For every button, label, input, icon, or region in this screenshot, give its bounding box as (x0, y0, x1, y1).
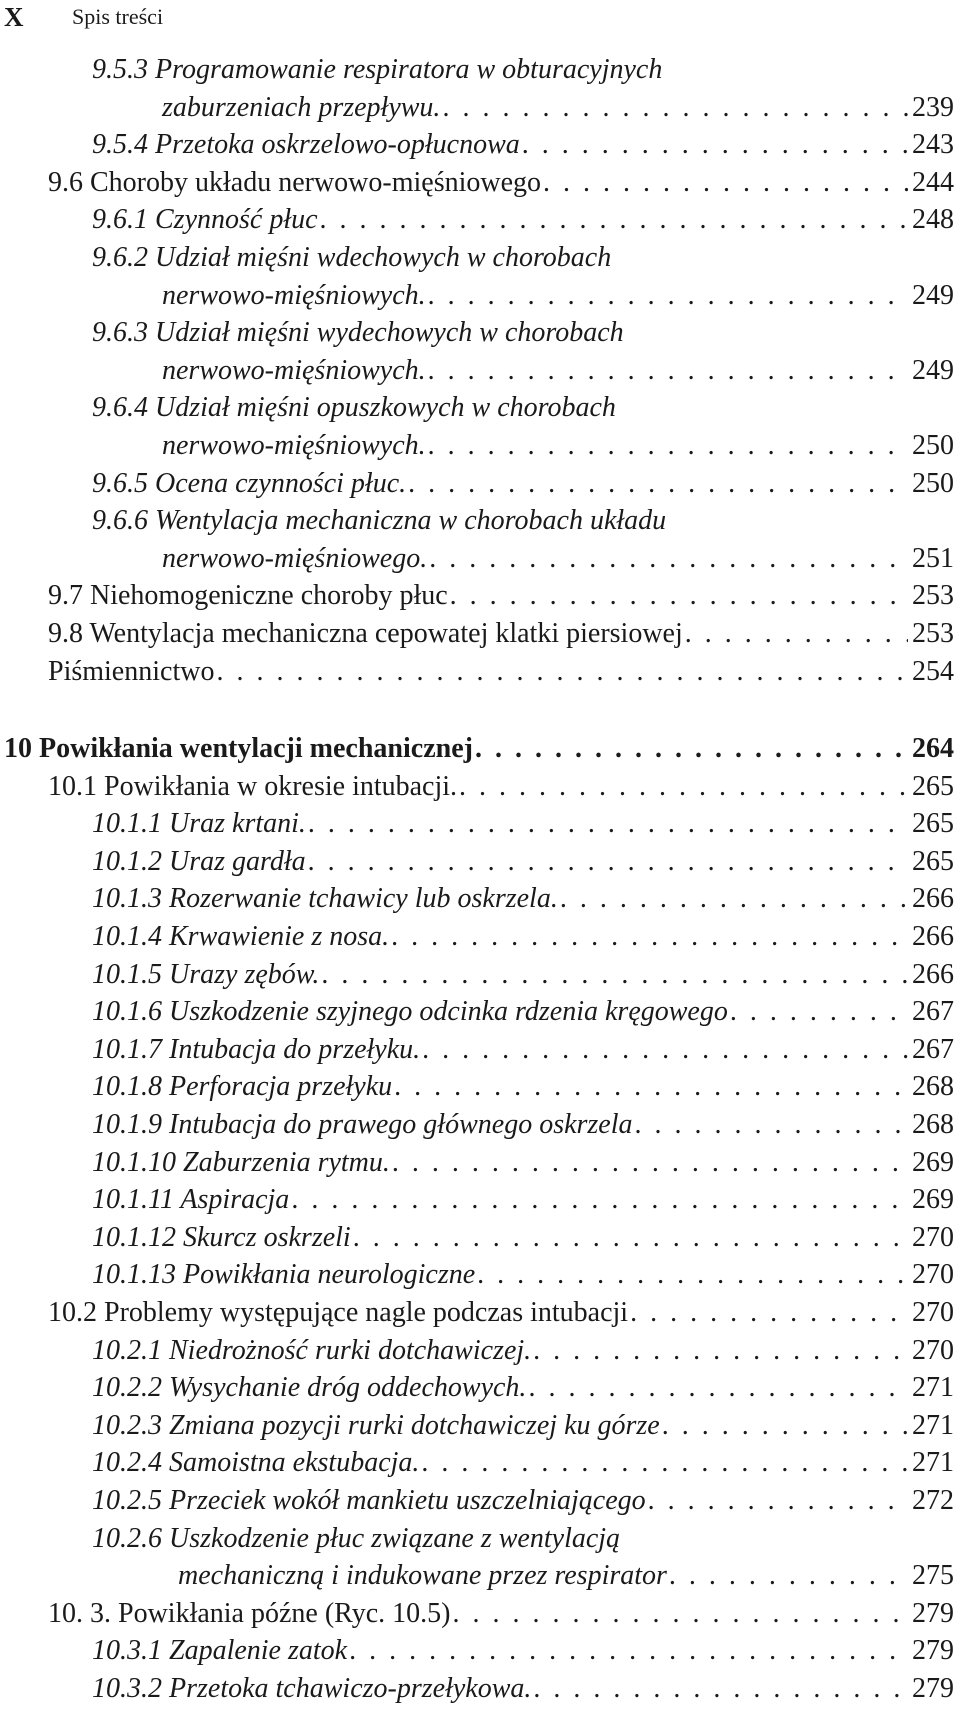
toc-page-number: 239 (912, 91, 954, 123)
dot-leader (522, 129, 908, 161)
toc-entry-line (0, 280, 960, 318)
dot-leader (533, 1673, 908, 1705)
toc-entry (0, 808, 960, 846)
toc-entry-line-wrapped (0, 242, 960, 280)
toc-page-number: 270 (912, 1334, 954, 1366)
toc-entry-line (0, 543, 960, 581)
toc-entry (0, 1109, 960, 1147)
toc-entry-line (0, 656, 960, 694)
toc-entry-line (0, 430, 960, 468)
toc-page-number: 271 (912, 1447, 954, 1479)
toc-entry (0, 1485, 960, 1523)
toc-entry-line (0, 468, 960, 506)
toc-entry-line (0, 1485, 960, 1523)
toc-entry-title: nerwowo-mięśniowych. (162, 279, 426, 311)
toc-page-number: 265 (912, 770, 954, 802)
dot-leader (216, 656, 908, 688)
toc-entry-line (0, 92, 960, 130)
toc-entry-title: 9.5.3 Programowanie respiratora w obturacyjnych (92, 54, 663, 85)
toc-entry-line (0, 1034, 960, 1072)
page-number: X (4, 2, 24, 32)
toc-entry-line (0, 1673, 960, 1711)
toc-entry (0, 317, 960, 392)
dot-leader (452, 1598, 908, 1630)
toc-entry-line (0, 1560, 960, 1598)
toc-entry-line (0, 204, 960, 242)
toc-page-number: 253 (912, 580, 954, 612)
toc-entry (0, 204, 960, 242)
dot-leader (408, 468, 908, 500)
toc-entry (0, 54, 960, 129)
toc-entry-title: 9.6.6 Wentylacja mechaniczna w chorobach układu (92, 505, 667, 537)
toc-page-number: 271 (912, 1372, 954, 1404)
toc-entry-line (0, 1372, 960, 1410)
toc-entry-line (0, 1109, 960, 1147)
toc-entry-line (0, 959, 960, 997)
toc-entry-title: 10.1.9 Intubacja do prawego głównego oskrzela (92, 1109, 633, 1141)
dot-leader (630, 1297, 908, 1329)
toc-entry-title: 10.1.8 Perforacja przełyku (92, 1071, 393, 1103)
toc-entry-title: 9.7 Niehomogeniczne choroby płuc (48, 580, 448, 612)
dot-leader (422, 1034, 908, 1066)
dot-leader (533, 1335, 908, 1367)
dot-leader (308, 846, 908, 878)
dot-leader (730, 996, 908, 1028)
toc-entry-line (0, 883, 960, 921)
toc-page-number: 243 (912, 129, 954, 161)
toc-entry (0, 1335, 960, 1373)
page-header (0, 0, 960, 40)
toc-entry-line-wrapped (0, 317, 960, 355)
toc-page-number: 272 (912, 1484, 954, 1516)
toc-entry-line (0, 1335, 960, 1373)
toc-entry-title: Piśmiennictwo (48, 655, 215, 687)
dot-leader (429, 543, 908, 575)
toc-entry-title: zaburzeniach przepływu. (162, 91, 441, 123)
toc-entry (0, 505, 960, 580)
toc-page-number: 268 (912, 1109, 954, 1141)
toc-entry-title: 10.1.7 Intubacja do przełyku. (92, 1033, 421, 1065)
dot-leader (392, 1147, 908, 1179)
toc-page-number: 267 (912, 996, 954, 1028)
dot-leader (560, 883, 908, 915)
toc-entry-title: 10.1.11 Aspiracja (92, 1184, 290, 1216)
toc-entry (0, 846, 960, 884)
toc-entry-title: 10.1.12 Skurcz oskrzeli (92, 1221, 351, 1253)
toc-entry-title: 10.3.1 Zapalenie zatok (92, 1635, 348, 1667)
toc-page-number: 248 (912, 204, 954, 236)
toc-entry (0, 1410, 960, 1448)
section-gap (0, 693, 960, 733)
toc-entry-line (0, 1410, 960, 1448)
toc-entry (0, 1598, 960, 1636)
toc-entry-title: 10.1.2 Uraz gardła (92, 845, 306, 877)
toc-entry-line (0, 580, 960, 618)
toc-entry-title: nerwowo-mięśniowego. (162, 542, 428, 574)
toc-entry-line (0, 355, 960, 393)
toc-entry (0, 733, 960, 771)
toc-entry-title: 9.6.4 Udział mięśni opuszkowych w chorobach (92, 392, 616, 424)
toc-page-number: 270 (912, 1259, 954, 1291)
toc-entry-line (0, 1598, 960, 1636)
toc-page-number: 251 (912, 542, 954, 574)
toc-entry-title: 10.2.5 Przeciek wokół mankietu uszczelniającego (92, 1484, 646, 1516)
toc-entry (0, 618, 960, 656)
dot-leader (648, 1485, 908, 1517)
dot-leader (528, 1372, 908, 1404)
dot-leader (428, 355, 908, 387)
dot-leader (308, 808, 908, 840)
toc-entry (0, 771, 960, 809)
toc-entry-title: 9.6.3 Udział mięśni wydechowych w chorobach (92, 317, 624, 349)
toc-entry-title: 10.1.6 Uszkodzenie szyjnego odcinka rdzenia kręgowego (92, 996, 728, 1028)
toc-entry-line (0, 1222, 960, 1260)
toc-entry-line-wrapped (0, 1523, 960, 1561)
toc-entry-line (0, 996, 960, 1034)
toc-page-number: 271 (912, 1409, 954, 1441)
toc-entry-title: 10.2.1 Niedrożność rurki dotchawiczej. (92, 1334, 532, 1366)
toc-entry-line (0, 1071, 960, 1109)
toc-entry-title: 10.2 Problemy występujące nagle podczas intubacji (48, 1297, 629, 1328)
toc-page-number: 266 (912, 921, 954, 953)
dot-leader (543, 167, 908, 199)
toc-entry-title: 9.6.1 Czynność płuc (92, 204, 318, 236)
toc-entry (0, 392, 960, 467)
toc-entry-title: nerwowo-mięśniowych. (162, 429, 426, 461)
toc-page-number: 279 (912, 1597, 954, 1629)
toc-entry-title: 10.1.13 Powikłania neurologiczne (92, 1259, 476, 1291)
toc-entry-line (0, 1635, 960, 1673)
toc-entry (0, 883, 960, 921)
toc-entry (0, 1184, 960, 1222)
toc-page-number: 267 (912, 1033, 954, 1065)
toc-page-number: 253 (912, 617, 954, 649)
toc-entry-line (0, 1259, 960, 1297)
toc-entry-title: 10.1.4 Krwawienie z nosa. (92, 921, 390, 953)
toc-entry (0, 1222, 960, 1260)
running-head: Spis treści (72, 4, 164, 29)
toc-entry-title: 10.2.6 Uszkodzenie płuc związane z wentylacją (92, 1522, 621, 1554)
toc-entry-title: 10. 3. Powikłania późne (Ryc. 10.5) (48, 1597, 451, 1629)
toc-page-number: 270 (912, 1221, 954, 1253)
toc-entry (0, 1071, 960, 1109)
toc-page-number: 265 (912, 845, 954, 877)
toc-entry-title: 10.3.2 Przetoka tchawiczo-przełykowa. (92, 1672, 532, 1704)
dot-leader (475, 733, 908, 765)
toc-page-number: 275 (912, 1560, 954, 1592)
toc-page-number: 266 (912, 958, 954, 990)
toc-entry-title: 9.6 Choroby układu nerwowo-mięśniowego (48, 166, 542, 198)
dot-leader (459, 771, 908, 803)
dot-leader (349, 1635, 908, 1667)
toc-entry (0, 1147, 960, 1185)
toc-entry-title: 10.2.2 Wysychanie dróg oddechowych. (92, 1372, 527, 1404)
toc-entry-line-wrapped (0, 505, 960, 543)
toc-page-number: 269 (912, 1146, 954, 1178)
toc-page-number: 279 (912, 1635, 954, 1667)
dot-leader (421, 1447, 908, 1479)
toc-entry (0, 921, 960, 959)
toc-page-number: 250 (912, 429, 954, 461)
toc-page-number: 268 (912, 1071, 954, 1103)
toc-page-number: 279 (912, 1672, 954, 1704)
dot-leader (442, 92, 908, 124)
dot-leader (291, 1184, 908, 1216)
toc-entry-line (0, 1447, 960, 1485)
toc-page-number: 244 (912, 166, 954, 198)
toc-page-number: 269 (912, 1184, 954, 1216)
toc-entry-line (0, 771, 960, 809)
toc-page-number: 264 (912, 733, 954, 765)
toc-entry-line (0, 618, 960, 656)
toc-page-number: 250 (912, 467, 954, 499)
dot-leader (428, 430, 908, 462)
toc-entry-title: 10.1.10 Zaburzenia rytmu. (92, 1146, 390, 1178)
toc-page-number: 249 (912, 279, 954, 311)
dot-leader (394, 1071, 908, 1103)
toc-page-number: 249 (912, 354, 954, 386)
toc-entry-title: nerwowo-mięśniowych. (162, 354, 426, 386)
toc-entry (0, 167, 960, 205)
dot-leader (391, 921, 908, 953)
toc-entry-line (0, 921, 960, 959)
dot-leader (662, 1410, 908, 1442)
dot-leader (685, 618, 908, 650)
toc-entry-line-wrapped (0, 392, 960, 430)
dot-leader (669, 1560, 908, 1592)
toc-entry-line (0, 733, 960, 771)
toc-page-number: 270 (912, 1297, 954, 1328)
toc-entry (0, 656, 960, 694)
toc-entry-line (0, 1184, 960, 1222)
toc-entry-title: 9.8 Wentylacja mechaniczna cepowatej klatki piersiowej (48, 617, 683, 649)
toc-entry (0, 1673, 960, 1711)
table-of-contents (0, 54, 960, 1711)
toc-entry-title: 9.6.5 Ocena czynności płuc. (92, 467, 407, 499)
toc-entry-title: 10.1.5 Urazy zębów. (92, 958, 320, 990)
toc-entry (0, 580, 960, 618)
dot-leader (477, 1259, 908, 1291)
toc-entry (0, 129, 960, 167)
toc-entry-line (0, 1297, 960, 1335)
toc-entry (0, 959, 960, 997)
toc-page-number: 265 (912, 808, 954, 840)
toc-entry (0, 1297, 960, 1335)
toc-entry-title: 9.5.4 Przetoka oskrzelowo-opłucnowa (92, 129, 520, 161)
toc-entry-title: mechaniczną i indukowane przez respirator (178, 1560, 667, 1592)
toc-entry-line (0, 846, 960, 884)
toc-entry (0, 996, 960, 1034)
toc-entry (0, 1635, 960, 1673)
toc-entry-title: 10.2.3 Zmiana pozycji rurki dotchawiczej ku górze (92, 1409, 660, 1441)
toc-entry-title: 9.6.2 Udział mięśni wdechowych w chorobach (92, 241, 612, 273)
toc-entry (0, 242, 960, 317)
toc-entry-line (0, 167, 960, 205)
toc-entry-title: 10.1.3 Rozerwanie tchawicy lub oskrzela. (92, 883, 558, 915)
toc-entry (0, 1034, 960, 1072)
toc-entry-line (0, 808, 960, 846)
toc-entry-line (0, 1147, 960, 1185)
dot-leader (635, 1109, 908, 1141)
toc-page-number: 254 (912, 655, 954, 687)
dot-leader (320, 204, 908, 236)
toc-entry (0, 1259, 960, 1297)
toc-entry (0, 1523, 960, 1598)
dot-leader (450, 580, 908, 612)
toc-entry-line-wrapped (0, 54, 960, 92)
dot-leader (353, 1222, 908, 1254)
toc-page-number: 266 (912, 883, 954, 915)
dot-leader (428, 280, 908, 312)
toc-entry-line (0, 129, 960, 167)
toc-entry-title: 10.1.1 Uraz krtani. (92, 808, 306, 840)
toc-entry (0, 468, 960, 506)
toc-entry (0, 1447, 960, 1485)
toc-entry-title: 10.1 Powikłania w okresie intubacji. (48, 770, 458, 802)
dot-leader (321, 959, 908, 991)
toc-entry (0, 1372, 960, 1410)
toc-entry-title: 10 Powikłania wentylacji mechanicznej (4, 733, 473, 765)
toc-entry-title: 10.2.4 Samoistna ekstubacja. (92, 1447, 420, 1479)
